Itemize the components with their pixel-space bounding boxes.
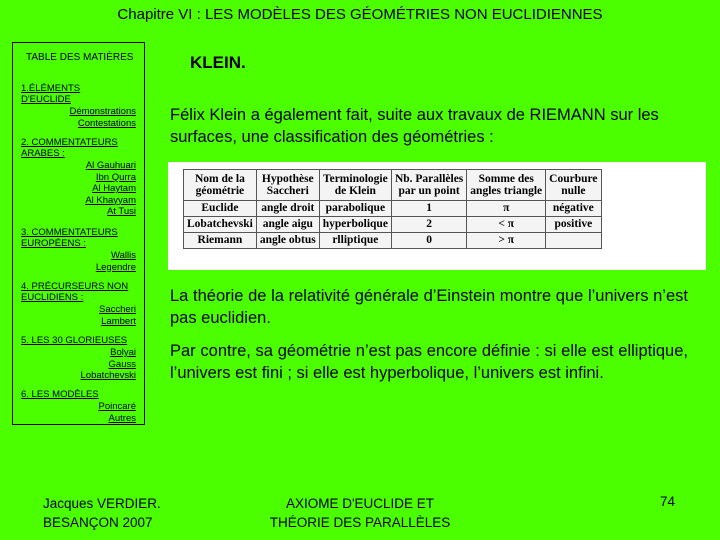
table-cell: positive [546,217,601,233]
toc-subsection-list [85,160,136,218]
table-of-contents [12,42,145,425]
toc-link[interactable]: Legendre [95,261,136,273]
toc-subsection-list [99,304,136,327]
table-header-row [184,170,602,201]
table-cell: Euclide [184,201,257,217]
table-header-cell: Hypothèse Saccheri [256,170,319,201]
footer-author: Jacques VERDIER. BESANÇON 2007 [43,496,161,530]
table-cell: hyperbolique [319,217,391,233]
table-cell: < π [467,217,546,233]
toc-link[interactable]: At Tusi [106,206,136,218]
toc-subsection-list [69,106,136,129]
table-cell: parabolique [319,201,391,217]
table-header-cell: Somme des angles triangle [467,170,546,201]
table-cell: 2 [391,217,466,233]
toc-link[interactable]: Poincaré [98,401,136,412]
geometry-classification-table [183,169,602,249]
table-cell: Lobatchevski [184,217,257,233]
table-header-cell: Nom de la géométrie [184,170,257,201]
toc-section-elements[interactable]: 1.ÉLÉMENTS D'EUCLIDE [21,83,81,105]
toc-link[interactable]: Wallis [111,250,136,261]
table-cell [546,233,601,249]
toc-link[interactable]: Ibn Qurra [95,171,136,183]
table-header-cell: Nb. Parallèles par un point [391,170,466,201]
table-header-cell: Courbure nulle [546,170,601,201]
toc-subsection-list [96,250,136,273]
toc-link[interactable]: Autres [108,412,136,424]
table-row [184,217,602,233]
toc-heading: TABLE DES MATIÈRES [26,52,134,63]
table-row [184,233,602,249]
toc-link[interactable]: Lobatchevski [80,370,136,382]
toc-section-precurseurs[interactable]: 4. PRÉCURSEURS NON EUCLIDIENS : [21,281,129,303]
table-cell: angle obtus [256,233,319,249]
page-number: 74 [660,494,676,509]
table-cell: 0 [391,233,466,249]
table-header-cell: Terminologie de Klein [319,170,391,201]
section-heading: KLEIN. [190,53,246,72]
intro-paragraph: Félix Klein a également fait, suite aux travaux de RIEMANN sur les surfaces, une classification des géométries : [170,106,659,146]
slide-title: Chapitre VI : LES MODÈLES DES GÉOMÉTRIES NON EUCLIDIENNES [117,6,603,23]
toc-link[interactable]: Lambert [101,315,136,327]
toc-section-glorieuses[interactable]: 5. LES 30 GLORIEUSES [21,335,128,346]
toc-section-arabes[interactable]: 2. COMMENTATEURS ARABES : [21,137,118,159]
relativity-paragraph: La théorie de la relativité générale d’Einstein montre que l’univers n’est pas euclidien. [170,287,688,327]
toc-subsection-list [81,347,136,382]
table-cell: π [467,201,546,217]
table-cell: négative [546,201,601,217]
toc-link[interactable]: Gauss [108,358,136,370]
table-cell: rlliptique [319,233,391,249]
table-cell: angle aigu [256,217,319,233]
table-cell: > π [467,233,546,249]
classification-table-image [168,162,706,270]
table-cell: angle droit [256,201,319,217]
toc-link[interactable]: Al Khayyam [85,194,136,206]
toc-link[interactable]: Saccheri [99,304,136,315]
footer-course-title: AXIOME D'EUCLIDE ET THÉORIE DES PARALLÈLES [269,496,451,530]
table-cell: 1 [391,201,466,217]
toc-link[interactable]: Al Gauhuari [85,160,136,171]
table-row [184,201,602,217]
toc-link[interactable]: Al Haytam [92,183,136,195]
toc-link[interactable]: Contestations [77,117,136,129]
toc-subsection-list [99,401,137,424]
toc-section-modeles[interactable]: 6. LES MODÈLES [21,389,99,400]
table-cell: Riemann [184,233,257,249]
toc-link[interactable]: Démonstrations [69,106,136,117]
toc-link[interactable]: Bolyai [110,347,136,358]
geometry-paragraph: Par contre, sa géométrie n’est pas encore définie : si elle est elliptique, l’univers est fini ; si elle est hyperbolique, l’univers est infini. [170,342,688,382]
toc-section-europeens[interactable]: 3. COMMENTATEURS EUROPÉENS : [21,227,118,249]
